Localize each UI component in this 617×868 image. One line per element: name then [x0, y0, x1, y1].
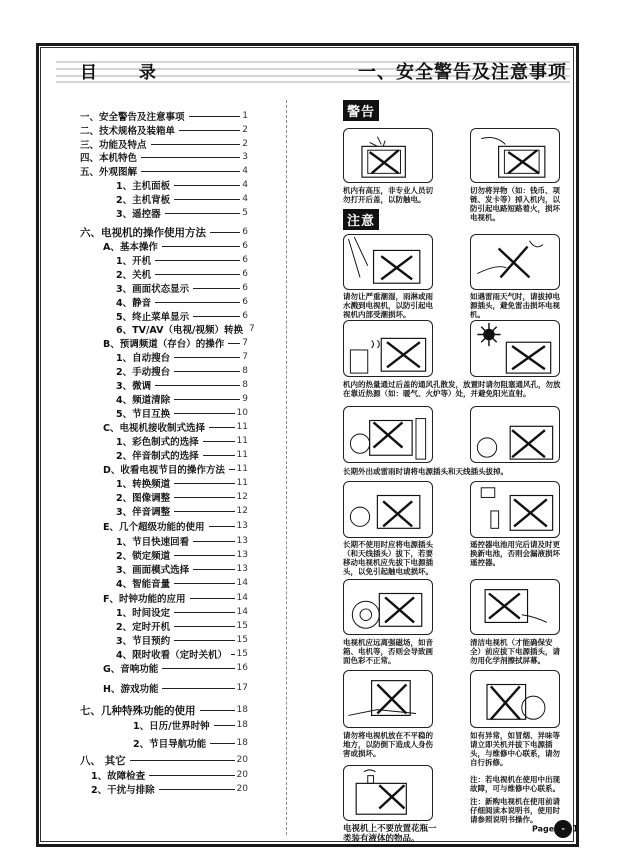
- toc-entry-page: 4: [242, 180, 248, 190]
- warning-badge: 警告: [343, 100, 379, 121]
- toc-entry-page: 15: [236, 635, 248, 645]
- toc-entry-label: 2、锁定频道: [116, 551, 171, 562]
- caution-caption-10: 清洁电视机（才能确保安全）前应拔下电源插头，请勿用化学剂擦拭屏幕。: [470, 638, 560, 665]
- toc-entry-page: 12: [236, 506, 248, 516]
- toc-entry-page: 15: [236, 621, 248, 631]
- toc-entry-label: 1、转换频道: [116, 479, 171, 490]
- tv-cleaning-icon: [471, 580, 559, 634]
- toc-entry[interactable]: [80, 754, 248, 766]
- toc-leader-line: [209, 526, 235, 527]
- toc-entry[interactable]: [116, 620, 248, 632]
- toc-leader-line: [200, 710, 235, 711]
- toc-entry-page: 18: [236, 720, 248, 730]
- toc-entry[interactable]: [103, 240, 248, 252]
- page-label: Page: [532, 824, 555, 834]
- toc-leader-line: [210, 743, 234, 744]
- toc-leader-line: [174, 511, 234, 512]
- toc-leader-line: [174, 399, 240, 400]
- caution-panel-10: [470, 579, 560, 635]
- toc-leader-line: [162, 668, 234, 669]
- toc-entry-page: 16: [236, 663, 248, 673]
- column-divider: [286, 100, 287, 835]
- toc-leader-line: [229, 469, 235, 470]
- toc-entry[interactable]: [116, 606, 248, 618]
- toc-leader-line: [155, 302, 240, 303]
- tv-open-back-icon: [344, 129, 432, 182]
- toc-entry-page: 2: [242, 139, 248, 149]
- toc-entry[interactable]: [80, 165, 248, 177]
- toc-entry[interactable]: [116, 549, 248, 561]
- toc-entry-page: 20: [236, 770, 248, 780]
- toc-entry-label: 2、伴音制式的选择: [116, 451, 199, 462]
- toc-leader-line: [193, 569, 234, 570]
- toc-entry-label: 2、图像调整: [116, 493, 171, 504]
- toc-entry-label: H、游戏功能: [103, 684, 159, 695]
- caution-caption-2: 如遇雷雨天气时，请拔掉电源插头，避免雷击损坏电视机。: [470, 292, 560, 319]
- page-circle-icon: -: [554, 820, 572, 838]
- toc-entry[interactable]: [116, 648, 248, 660]
- page-number: [532, 820, 578, 838]
- toc-entry-page: 9: [242, 394, 248, 404]
- toc-leader-line: [151, 144, 241, 145]
- warning-panel-2: [470, 128, 560, 183]
- toc-entry-label: C、电视机接收制式选择: [103, 423, 205, 434]
- tv-lightning-icon: [471, 235, 559, 289]
- toc-entry-label: 八、 其它: [80, 754, 126, 767]
- toc-entry[interactable]: [80, 124, 248, 136]
- note-1: 注：若电视机在使用中出现故障，可与维修中心联系。: [470, 775, 560, 793]
- toc-entry[interactable]: [116, 379, 248, 391]
- toc-leader-line: [155, 274, 240, 275]
- toc-entry-label: 2、手动搜台: [116, 367, 171, 378]
- tv-foreign-object-icon: [471, 129, 559, 182]
- toc-leader-line: [190, 598, 235, 599]
- toc-entry[interactable]: [116, 282, 248, 294]
- warning-caption-1: 机内有高压，非专业人员切勿打开后盖，以防触电。: [343, 186, 433, 204]
- toc-entry[interactable]: [116, 254, 248, 266]
- toc-entry[interactable]: [80, 151, 248, 163]
- toc-entry-page: 11: [236, 450, 248, 460]
- toc-leader-line: [174, 626, 234, 627]
- toc-leader-line: [214, 725, 235, 726]
- tv-cable-plug-icon: [471, 407, 559, 462]
- toc-entry-page: 7: [242, 338, 248, 348]
- toc-entry-label: 4、静音: [116, 298, 152, 309]
- tv-rain-icon: [344, 235, 432, 289]
- toc-entry-page: 20: [236, 755, 248, 765]
- toc-leader-line: [141, 171, 240, 172]
- toc-leader-line: [174, 483, 234, 484]
- toc-leader-line: [203, 441, 235, 442]
- toc-entry[interactable]: [80, 138, 248, 150]
- toc-leader-line: [174, 185, 240, 186]
- toc-entry-label: 3、遥控器: [116, 209, 161, 220]
- toc-entry-page: 14: [236, 578, 248, 588]
- toc-entry[interactable]: [80, 704, 248, 716]
- toc-entry-label: 1、主机面板: [116, 181, 171, 192]
- toc-leader-line: [209, 427, 235, 428]
- toc-entry-label: F、时钟功能的应用: [103, 594, 186, 605]
- toc-entry[interactable]: [116, 407, 248, 419]
- toc-leader-line: [210, 232, 240, 233]
- caution-panel-4: [470, 320, 560, 377]
- toc-entry[interactable]: [116, 563, 248, 575]
- toc-entry[interactable]: [116, 477, 248, 489]
- toc-entry-label: 5、节目互换: [116, 409, 171, 420]
- toc-entry-page: 11: [236, 478, 248, 488]
- toc-entry-page: 8: [242, 380, 248, 390]
- caution-panel-9: [343, 579, 433, 635]
- toc-entry-page: 6: [242, 269, 248, 279]
- toc-entry[interactable]: [116, 505, 248, 517]
- toc-entry-page: 14: [236, 593, 248, 603]
- toc-entry[interactable]: [116, 634, 248, 646]
- toc-leader-line: [193, 288, 240, 289]
- caution-caption-8: 遥控器电池用完后请及时更换新电池，否则会漏液损坏遥控器。: [470, 540, 560, 567]
- toc-entry[interactable]: [116, 535, 248, 547]
- toc-leader-line: [174, 357, 240, 358]
- toc-entry-label: G、音响功能: [103, 664, 159, 675]
- toc-entry-page: 18: [236, 738, 248, 748]
- toc-leader-line: [174, 497, 234, 498]
- toc-entry-page: 13: [236, 536, 248, 546]
- toc-entry[interactable]: [103, 463, 248, 475]
- toc-entry-page: 20: [236, 784, 248, 794]
- toc-entry-label: 6、TV/AV（电视/视频）转换: [116, 325, 243, 336]
- toc-entry[interactable]: [91, 769, 248, 781]
- toc-entry-label: 1、日历/世界时钟: [133, 721, 210, 732]
- caution-panel-11: [343, 670, 433, 728]
- toc-entry-label: A、基本操作: [103, 242, 158, 253]
- caution-panel-5: [343, 406, 433, 463]
- toc-entry-label: 2、主机背板: [116, 195, 171, 206]
- toc-entry[interactable]: [103, 592, 248, 604]
- toc-entry[interactable]: [116, 179, 248, 191]
- toc-entry[interactable]: [80, 110, 248, 122]
- toc-entry-label: 4、限时收看（定时关机）: [116, 650, 228, 661]
- toc-entry-page: 6: [242, 311, 248, 321]
- toc-entry-label: 4、智能音量: [116, 579, 171, 590]
- toc-leader-line: [155, 260, 240, 261]
- tv-remote-battery-icon: [471, 482, 559, 537]
- toc-leader-line: [149, 775, 234, 776]
- toc-entry-label: B、预调频道（存台）的操作: [103, 339, 225, 350]
- toc-entry-page: 4: [242, 166, 248, 176]
- toc-leader-line: [165, 213, 241, 214]
- toc-entry-page: 11: [236, 436, 248, 446]
- warning-panel-1: [343, 128, 433, 183]
- toc-leader-line: [203, 455, 235, 456]
- toc-entry-label: 5、终止菜单显示: [116, 312, 190, 323]
- toc-entry-page: 15: [236, 649, 248, 659]
- toc-entry-page: 8: [242, 366, 248, 376]
- toc-entry[interactable]: [116, 310, 248, 322]
- toc-entry[interactable]: [103, 337, 248, 349]
- caution-panel-3: [343, 320, 433, 377]
- toc-entry[interactable]: [116, 393, 248, 405]
- toc-entry-label: 1、开机: [116, 256, 152, 267]
- toc-entry-label: 二、技术规格及装箱单: [80, 126, 176, 137]
- toc-entry-label: 六、电视机的操作使用方法: [80, 226, 206, 239]
- toc-entry[interactable]: [103, 421, 248, 433]
- toc-entry-page: 3: [242, 152, 248, 162]
- toc-entry-page: 13: [236, 521, 248, 531]
- tv-antenna-plug-icon: [344, 407, 432, 462]
- toc-entry[interactable]: [133, 737, 248, 749]
- toc-entry-label: 四、本机特色: [80, 153, 138, 164]
- toc-leader-line: [189, 116, 241, 117]
- toc-entry-label: 2、节目导航功能: [133, 739, 207, 750]
- tv-speaker-icon: [344, 580, 432, 634]
- toc-leader-line: [141, 157, 240, 158]
- toc-entry-label: 1、自动搜台: [116, 353, 171, 364]
- toc-leader-line: [174, 555, 234, 556]
- caution-caption-1: 请勿让严重潮湿，雨淋或雨水溅到电视机，以防引起电视机内部受潮损坏。: [343, 292, 433, 319]
- toc-entry-label: 3、画面模式选择: [116, 565, 190, 576]
- tv-heater-icon: [344, 321, 432, 376]
- caution-panel-6: [470, 406, 560, 463]
- page-number-value: 1: [572, 824, 579, 835]
- caution-panel-2: [470, 234, 560, 290]
- section-title: 一、安全警告及注意事项: [358, 62, 567, 83]
- caution-panel-8: [470, 481, 560, 538]
- toc-entry[interactable]: [103, 662, 248, 674]
- toc-entry[interactable]: [116, 193, 248, 205]
- toc-entry-page: 6: [242, 283, 248, 293]
- toc-entry-label: 五、外观图解: [80, 167, 138, 178]
- toc-entry-page: 11: [236, 464, 248, 474]
- warning-caption-2: 切勿将异物（如：钱币、项链、发卡等）掉入机内，以防引起电路短路着火，损坏电视机。: [470, 186, 560, 222]
- toc-entry-page: 6: [242, 297, 248, 307]
- toc-entry[interactable]: [116, 268, 248, 280]
- toc-entry-page: 5: [242, 208, 248, 218]
- toc-leader-line: [174, 612, 234, 613]
- toc-leader-line: [174, 583, 234, 584]
- toc-entry-label: 1、故障检查: [91, 771, 146, 782]
- toc-entry-page: 4: [242, 194, 248, 204]
- toc-entry-page: 17: [236, 683, 248, 693]
- toc-entry[interactable]: [116, 296, 248, 308]
- toc-leader-line: [174, 413, 234, 414]
- toc-entry-page: 14: [236, 607, 248, 617]
- tv-sun-icon: [471, 321, 559, 376]
- toc-entry-page: 18: [236, 705, 248, 715]
- caution-panel-1: [343, 234, 433, 290]
- toc-entry-page: 7: [242, 352, 248, 362]
- toc-leader-line: [174, 640, 234, 641]
- caution-caption-7: 长期不使用时应将电源插头（和天线插头）拔下，若要移动电视机应先拔下电源插头，以免引起触电或损坏。: [343, 540, 433, 576]
- toc-entry-label: 三、功能及特点: [80, 140, 147, 151]
- toc-entry[interactable]: [103, 682, 248, 694]
- toc-entry[interactable]: [91, 783, 248, 795]
- toc-entry[interactable]: [116, 449, 248, 461]
- toc-entry[interactable]: [116, 351, 248, 363]
- toc-leader-line: [159, 789, 235, 790]
- toc-entry-label: 一、安全警告及注意事项: [80, 112, 185, 123]
- toc-title: 目 录: [80, 63, 174, 83]
- caution-caption-13: 电视机上不要放置花瓶一类装有液体的物品。: [343, 824, 437, 844]
- caution-caption-12: 如有异常，如冒烟、异味等请立即关机并拔下电源插头，与维修中心联系，请勿自行拆修。: [470, 731, 560, 767]
- toc-leader-line: [162, 688, 234, 689]
- caution-panel-13: [343, 765, 433, 821]
- caution-caption-11: 请勿将电视机放在不平稳的地方，以防倒下造成人身伤害或损坏。: [343, 731, 433, 758]
- toc-entry[interactable]: [116, 577, 248, 589]
- toc-entry-page: 6: [242, 255, 248, 265]
- caution-caption-wide-1: 机内的热量通过后盖的通风孔散发，放置时请勿阻塞通风孔，勿放在靠近热源（如：暖气、火炉等）处，并避免阳光直射。: [343, 380, 561, 398]
- toc-leader-line: [130, 760, 235, 761]
- tv-unstable-icon: [344, 671, 432, 727]
- toc-entry[interactable]: [116, 323, 255, 336]
- toc-entry-page: 10: [236, 408, 248, 418]
- toc-leader-line: [231, 654, 234, 655]
- toc-leader-line: [179, 130, 240, 131]
- toc-leader-line: [162, 246, 240, 247]
- toc-entry-page: 13: [236, 550, 248, 560]
- toc-entry[interactable]: [116, 491, 248, 503]
- toc-entry-label: 3、节目预约: [116, 636, 171, 647]
- toc-leader-line: [193, 541, 234, 542]
- toc-entry-page: 7: [248, 324, 255, 334]
- toc-entry[interactable]: [116, 435, 248, 447]
- toc-entry-page: 2: [242, 125, 248, 135]
- toc-leader-line: [174, 371, 240, 372]
- toc-entry-page: 13: [236, 564, 248, 574]
- caution-panel-12: [470, 670, 560, 728]
- toc-entry-page: 6: [242, 241, 248, 251]
- toc-entry-label: 1、彩色制式的选择: [116, 437, 199, 448]
- toc-entry-page: 6: [242, 227, 248, 237]
- caution-caption-wide-2: 长期外出或雷雨时请将电源插头和天线插头拔掉。: [343, 467, 508, 476]
- toc-entry-label: 4、频道清除: [116, 395, 171, 406]
- toc-entry[interactable]: [133, 719, 248, 731]
- tv-unplug-icon: [344, 482, 432, 537]
- toc-entry-label: 3、画面状态显示: [116, 284, 190, 295]
- toc-leader-line: [228, 343, 240, 344]
- toc-entry-page: 1: [242, 111, 248, 121]
- toc-entry-label: 1、节目快速回看: [116, 537, 190, 548]
- toc-entry[interactable]: [103, 520, 248, 532]
- toc-leader-line: [193, 316, 240, 317]
- note-2: 注：新购电视机在使用前请仔细阅读本说明书，使用时请参照说明书操作。: [470, 797, 560, 824]
- toc-entry-label: D、收看电视节目的操作方法: [103, 465, 225, 476]
- toc-entry[interactable]: [80, 226, 248, 238]
- toc-entry-label: 七、几种特殊功能的使用: [80, 704, 196, 717]
- toc-entry-page: 12: [236, 492, 248, 502]
- tv-smoke-hand-icon: [471, 671, 559, 727]
- toc-entry-label: 1、时间设定: [116, 608, 171, 619]
- caution-caption-9: 电视机应远离强磁场，如音箱、电机等，否则会导致画面色彩不正常。: [343, 638, 433, 665]
- tv-vase-icon: [344, 766, 432, 820]
- toc-entry-label: 2、定时开机: [116, 622, 171, 633]
- toc-leader-line: [174, 199, 240, 200]
- toc-entry-label: 2、关机: [116, 270, 152, 281]
- toc-entry-label: E、几个超级功能的使用: [103, 522, 205, 533]
- caution-badge: 注意: [343, 209, 379, 230]
- toc-entry-page: 11: [236, 422, 248, 432]
- toc-leader-line: [155, 385, 240, 386]
- toc-entry-label: 3、微调: [116, 381, 152, 392]
- toc-entry[interactable]: [116, 207, 248, 219]
- toc-entry[interactable]: [116, 365, 248, 377]
- caution-panel-7: [343, 481, 433, 538]
- toc-entry-label: 3、伴音调整: [116, 507, 171, 518]
- toc-entry-label: 2、干扰与排除: [91, 785, 155, 796]
